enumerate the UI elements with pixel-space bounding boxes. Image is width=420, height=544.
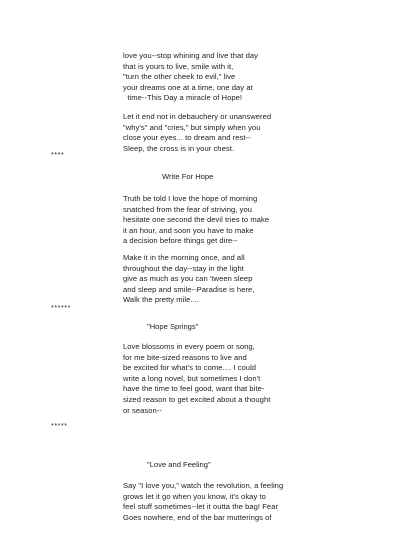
text-line: it an hour, and soon you have to make (123, 225, 254, 235)
text-line: time--This Day a miracle of Hope! (123, 93, 243, 103)
text-line: for me bite-sized reasons to live and (123, 352, 247, 362)
text-line: love you--stop whining and live that day (123, 51, 258, 60)
section-separator: **** (51, 152, 65, 159)
text-line: grows let it go when you know, it's okay to (123, 491, 266, 501)
text-line: Goes nowhere, end of the bar mutterings of (123, 512, 272, 522)
text-line: hesitate one second the devil tries to make (123, 215, 270, 225)
text-line: "why's" and "cries," but simply when you (123, 122, 261, 132)
text-line: give as much as you can 'tween sleep (123, 274, 253, 284)
section-separator: ***** (51, 423, 68, 430)
text-line: snatched from the fear of striving, you (123, 204, 252, 214)
stanza-2 (123, 112, 393, 154)
text-line: Truth be told I love the hope of morning (123, 194, 258, 203)
section-separator: ****** (51, 305, 71, 312)
text-line: a decision before things get dire-- (123, 236, 238, 246)
text-line: "turn the other cheek to evil," live (123, 72, 236, 82)
text-line: Let it end not in debauchery or unanswered (123, 112, 272, 121)
text-line: write a long novel, but sometimes I don't (123, 373, 261, 383)
stanza-5 (123, 342, 393, 416)
text-line: Say "I love you," watch the revolution, a feeling (123, 481, 284, 490)
stanza-1 (123, 51, 393, 104)
text-line: throughout the day--stay in the light (123, 263, 244, 273)
text-line: Sleep, the cross is in your chest. (123, 143, 235, 153)
poem-title: "Hope Springs" (147, 322, 199, 331)
stanza-3 (123, 194, 393, 247)
text-line: Love blossoms in every poem or song, (123, 342, 255, 351)
text-line: be excited for what's to come.... I could (123, 363, 257, 373)
stanza-6 (123, 481, 393, 523)
text-line: and sleep and smile--Paradise is here, (123, 284, 255, 294)
text-line: that is yours to live, smile with it, (123, 61, 234, 71)
text-line: have the time to feel good, want that bite- (123, 384, 265, 394)
text-line: feel stuff sometimes--let it outta the bag! Fear (123, 502, 279, 512)
text-line: or season-- (123, 405, 162, 415)
text-line: close your eyes... to dream and rest-- (123, 133, 251, 143)
text-line: Make it in the morning once, and all (123, 253, 245, 262)
stanza-4 (123, 253, 393, 306)
text-line: Walk the pretty mile.... (123, 295, 200, 305)
text-line: your dreams one at a time, one day at (123, 82, 253, 92)
poem-title: Write For Hope (162, 172, 214, 181)
text-line: sized reason to get excited about a thought (123, 394, 271, 404)
poem-title: "Love and Feeling" (147, 460, 211, 469)
